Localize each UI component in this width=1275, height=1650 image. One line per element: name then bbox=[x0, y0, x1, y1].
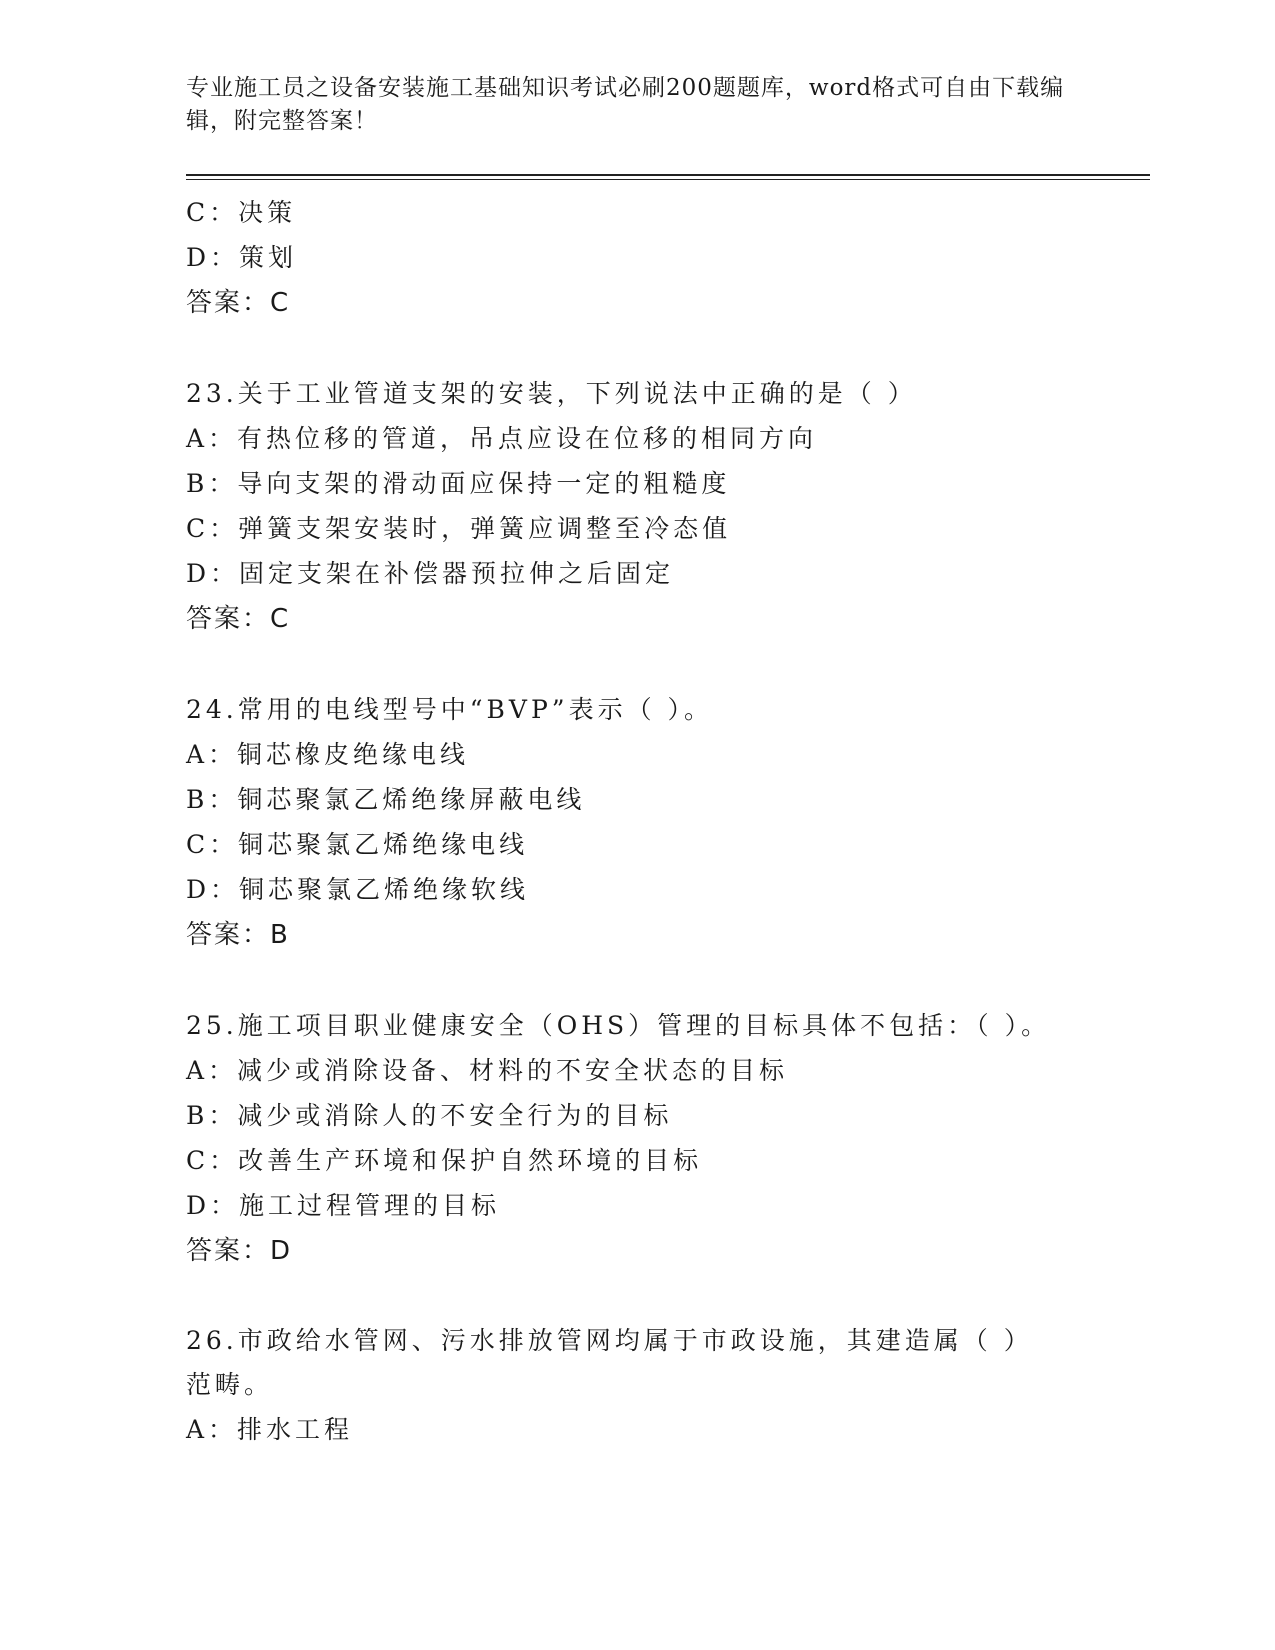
continued-question bbox=[186, 190, 1066, 327]
option-d: D：施工过程管理的目标 bbox=[186, 1191, 501, 1220]
answer-line: 答案：C bbox=[186, 288, 291, 318]
option-c: C：改善生产环境和保护自然环境的目标 bbox=[186, 1146, 703, 1175]
option-b: B：导向支架的滑动面应保持一定的粗糙度 bbox=[186, 469, 731, 498]
option-d: D：固定支架在补偿器预拉伸之后固定 bbox=[186, 559, 675, 588]
answer-line: 答案：D bbox=[186, 1236, 293, 1266]
question-23 bbox=[186, 371, 1066, 643]
answer-line: 答案：B bbox=[186, 920, 290, 950]
option-d: D：铜芯聚氯乙烯绝缘软线 bbox=[186, 875, 530, 904]
question-26 bbox=[186, 1319, 1066, 1452]
question-24 bbox=[186, 687, 1066, 959]
header-divider bbox=[186, 174, 1150, 176]
header-divider-thin bbox=[186, 179, 1150, 180]
question-stem: 26.市政给水管网、污水排放管网均属于市政设施，其建造属（ ）范畴。 bbox=[186, 1326, 1033, 1399]
option-c: C：铜芯聚氯乙烯绝缘电线 bbox=[186, 830, 529, 859]
page-header: 专业施工员之设备安装施工基础知识考试必刷200题题库，word格式可自由下载编辑，附完整答案！ bbox=[186, 75, 1065, 134]
question-stem: 25.施工项目职业健康安全（OHS）管理的目标具体不包括：（ ）。 bbox=[186, 1011, 1051, 1040]
option-c: C：决策 bbox=[186, 198, 297, 227]
option-c: C：弹簧支架安装时，弹簧应调整至冷态值 bbox=[186, 514, 732, 543]
option-a: A：有热位移的管道，吊点应设在位移的相同方向 bbox=[186, 424, 818, 453]
option-a: A：排水工程 bbox=[186, 1415, 354, 1444]
option-b: B：铜芯聚氯乙烯绝缘屏蔽电线 bbox=[186, 785, 586, 814]
question-stem: 24.常用的电线型号中“BVP”表示（ ）。 bbox=[186, 695, 714, 724]
question-stem: 23.关于工业管道支架的安装，下列说法中正确的是（ ） bbox=[186, 379, 917, 408]
answer-line: 答案：C bbox=[186, 604, 291, 634]
option-d: D：策划 bbox=[186, 243, 298, 272]
option-a: A：铜芯橡皮绝缘电线 bbox=[186, 740, 470, 769]
option-b: B：减少或消除人的不安全行为的目标 bbox=[186, 1101, 673, 1130]
question-25 bbox=[186, 1003, 1066, 1275]
option-a: A：减少或消除设备、材料的不安全状态的目标 bbox=[186, 1056, 789, 1085]
question-list bbox=[186, 190, 1066, 1452]
